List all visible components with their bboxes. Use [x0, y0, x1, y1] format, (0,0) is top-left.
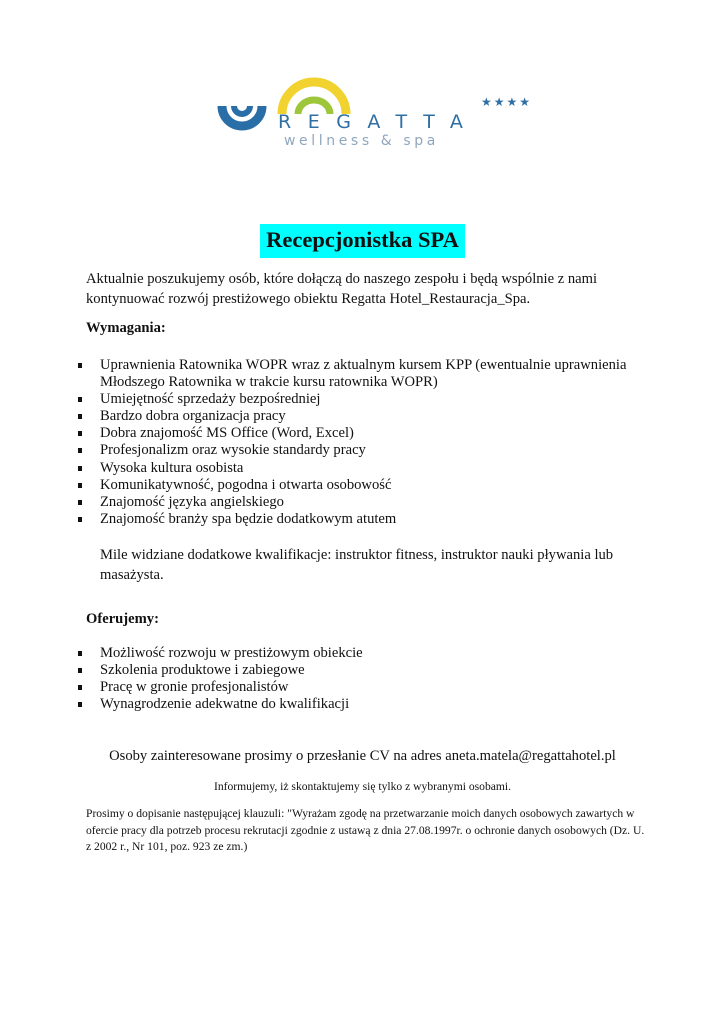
- list-item: Możliwość rozwoju w prestiżowym obiekcie: [70, 645, 650, 662]
- bullet-icon: [78, 466, 82, 471]
- list-item: Komunikatywność, pogodna i otwarta osobowość: [70, 477, 650, 494]
- regatta-logo: [214, 70, 544, 150]
- bullet-icon: [78, 431, 82, 436]
- offer-heading: Oferujemy:: [86, 611, 159, 627]
- bullet-icon: [78, 500, 82, 505]
- extra-qualifications: Mile widziane dodatkowe kwalifikacje: instruktor fitness, instruktor nauki pływania lub masażysta.: [100, 547, 614, 583]
- title-wrap: [0, 224, 725, 258]
- bullet-icon: [78, 363, 82, 368]
- list-item: Profesjonalizm oraz wysokie standardy pracy: [70, 442, 650, 459]
- bullet-icon: [78, 414, 82, 419]
- bullet-icon: [78, 397, 82, 402]
- list-item: Bardzo dobra organizacja pracy: [70, 408, 650, 425]
- offer-list: [70, 645, 650, 713]
- bullet-icon: [78, 702, 82, 707]
- list-item: Szkolenia produktowe i zabiegowe: [70, 662, 650, 679]
- list-item: Dobra znajomość MS Office (Word, Excel): [70, 425, 650, 442]
- list-item: Znajomość języka angielskiego: [70, 494, 650, 511]
- contact-line: Osoby zainteresowane prosimy o przesłanie CV na adres aneta.matela@regattahotel.pl: [109, 748, 616, 764]
- list-item: Wynagrodzenie adekwatne do kwalifikacji: [70, 696, 650, 713]
- logo-brand: REGATTA: [278, 111, 480, 133]
- list-item: Znajomość branży spa będzie dodatkowym atutem: [70, 511, 650, 528]
- requirements-list: [70, 357, 650, 528]
- bullet-icon: [78, 483, 82, 488]
- bullet-icon: [78, 517, 82, 522]
- job-title: Recepcjonistka SPA: [260, 224, 465, 258]
- logo-stars: ★★★★: [480, 95, 532, 109]
- list-item: Uprawnienia Ratownika WOPR wraz z aktualnym kursem KPP (ewentualnie uprawnienia Młodszego Ratownika w trakcie kursu ratownika WOPR): [70, 357, 650, 391]
- bullet-icon: [78, 685, 82, 690]
- bullet-icon: [78, 448, 82, 453]
- bullet-icon: [78, 668, 82, 673]
- list-item: Pracę w gronie profesjonalistów: [70, 679, 650, 696]
- list-item: Umiejętność sprzedaży bezpośredniej: [70, 391, 650, 408]
- logo-tagline: wellness & spa: [284, 133, 439, 149]
- bullet-icon: [78, 651, 82, 656]
- intro-paragraph: Aktualnie poszukujemy osób, które dołączą do naszego zespołu i będą wspólnie z nami kontynuować rozwój prestiżowego obiektu Regatta Hotel_Restauracja_Spa.: [86, 271, 598, 307]
- gdpr-clause: Prosimy o dopisanie następującej klauzuli: "Wyrażam zgodę na przetwarzanie moich danych osobowych zawartych w ofercie pracy dla potrzeb procesu rekrutacji zgodnie z ustawą z dnia 27.08.1997r. o ochronie danych osobowych (Dz. U. z 2002 r., Nr 101, poz. 923 ze zm.): [86, 807, 645, 853]
- inform-note: Informujemy, iż skontaktujemy się tylko z wybranymi osobami.: [213, 780, 512, 793]
- requirements-heading: Wymagania:: [86, 320, 166, 336]
- list-item: Wysoka kultura osobista: [70, 460, 650, 477]
- logo-blue-arc-inner: [234, 106, 250, 114]
